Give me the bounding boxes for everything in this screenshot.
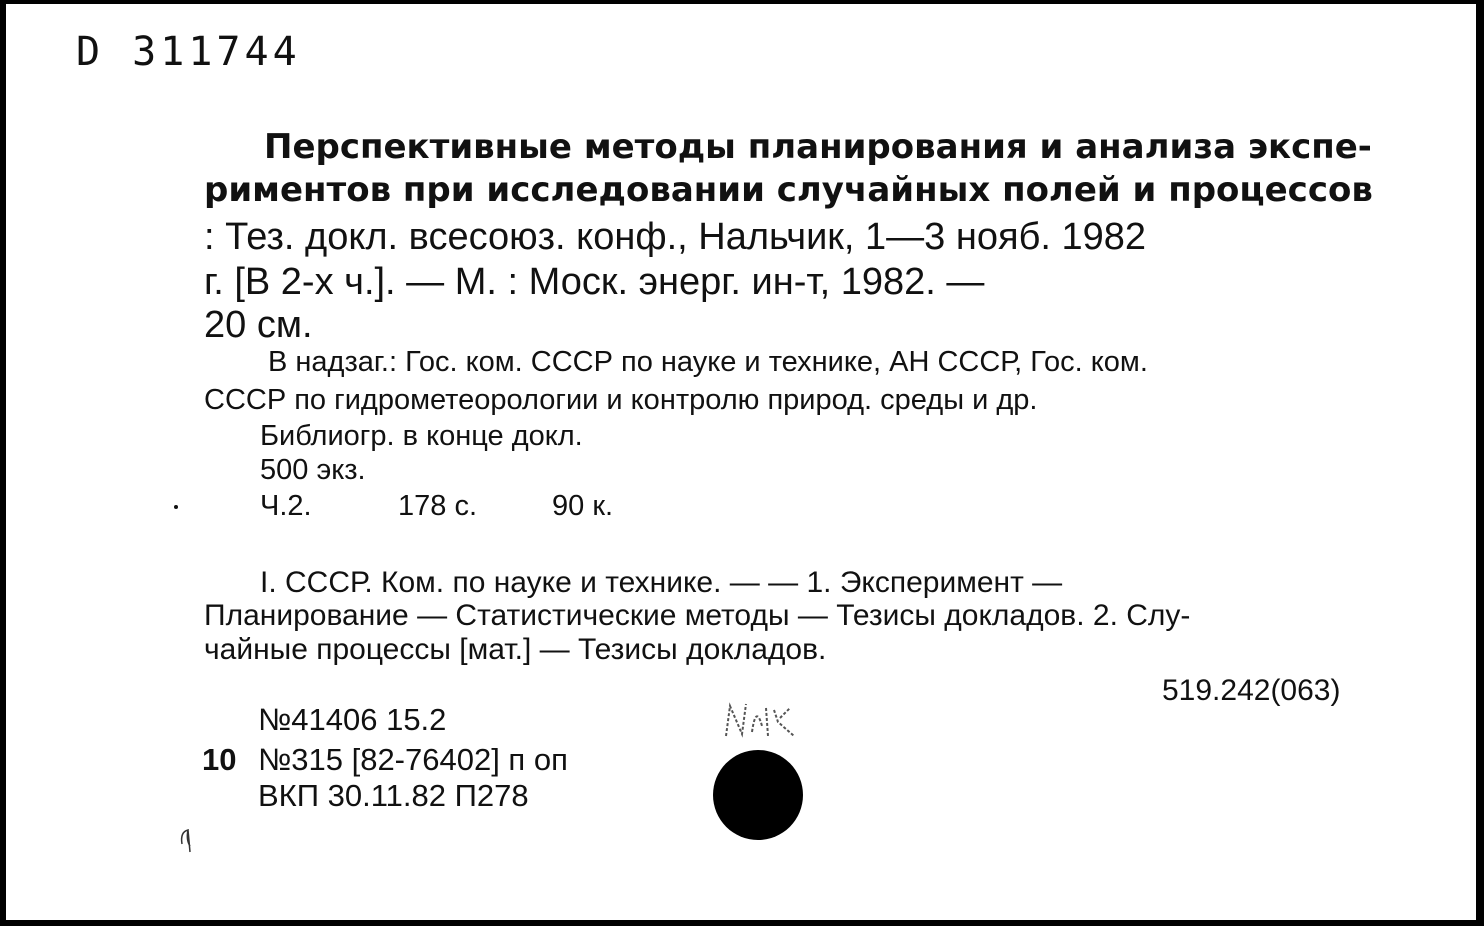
title-line-1-text: Перспективные методы планирования и анализа экспе- <box>264 127 1372 167</box>
price: 90 к. <box>552 490 614 522</box>
tracing-line-1: I. СССР. Ком. по науке и технике. — — 1. Эксперимент — <box>260 566 1063 599</box>
imprint-line-1: : Тез. докл. всесоюз. конф., Нальчик, 1—3 нояб. 1982 <box>204 216 1146 258</box>
note-line-1: В надзаг.: Гос. ком. СССР по науке и технике, АН СССР, Гос. ком. <box>268 346 1148 378</box>
call-number: D 311744 <box>76 29 301 75</box>
part-number: Ч.2. <box>260 490 312 522</box>
title-line-1 <box>264 127 1374 167</box>
service-line-2: №315 [82-76402] п оп <box>258 742 568 777</box>
library-catalog-card <box>6 4 1476 920</box>
bibliography-note: Библиогр. в конце докл. <box>260 420 583 452</box>
handwritten-mark <box>176 824 200 859</box>
tracing-line-3: чайные процессы [мат.] — Тезисы докладов. <box>204 633 827 666</box>
service-line-1: №41406 15.2 <box>258 702 447 737</box>
page-count: 178 с. <box>398 490 477 522</box>
ink-stamp <box>722 696 812 749</box>
service-line-3: ВКП 30.11.82 П278 <box>258 778 529 813</box>
imprint-line-2: г. [В 2-х ч.]. — М. : Моск. энерг. ин-т, 1982. — <box>204 261 985 303</box>
tracing-line-2: Планирование — Статистические методы — Тезисы докладов. 2. Слу- <box>204 599 1191 632</box>
udc-classification: 519.242(063) <box>1162 674 1341 707</box>
copies-count: 500 экз. <box>260 454 366 486</box>
print-speck <box>174 505 178 509</box>
note-line-2: СССР по гидрометеорологии и контролю природ. среды и др. <box>204 384 1038 416</box>
punched-hole <box>713 750 803 840</box>
service-prefix: 10 <box>202 742 237 777</box>
imprint-line-3: 20 см. <box>204 304 313 346</box>
title-line-2: риментов при исследовании случайных полей и процессов <box>204 170 1373 210</box>
